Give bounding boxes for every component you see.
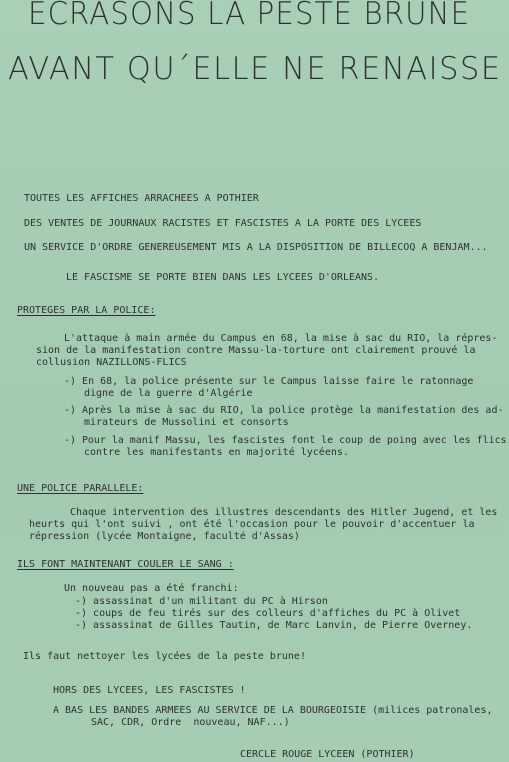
- section1-bullet-3-line-1: -) Pour la manif Massu, les fascistes font le coup de poing avec les flics: [64, 435, 507, 446]
- slogan-2-line-2: SAC, CDR, Ordre nouveau, NAF...): [91, 717, 290, 728]
- section1-paragraph-line-1: L'attaque à main armée du Campus en 68, la mise à sac du RIO, la répres-: [64, 333, 498, 344]
- slogan-1: HORS DES LYCEES, LES FASCISTES !: [53, 685, 246, 696]
- section2-line-1: Chaque intervention des illustres descendants des Hitler Jugend, et les: [70, 507, 498, 518]
- intro-line-2: DES VENTES DE JOURNAUX RACISTES ET FASCISTES A LA PORTE DES LYCEES: [24, 218, 422, 229]
- section-title-police: PROTEGES PAR LA POLICE:: [17, 305, 156, 316]
- section1-paragraph-line-3: collusion NAZILLONS-FLICS: [36, 357, 187, 368]
- call-to-action: Ils faut nettoyer les lycées de la peste brune!: [23, 651, 306, 662]
- section1-bullet-2-line-2: mirateurs de Mussolini et consorts: [84, 417, 289, 428]
- section1-bullet-1-line-2: digne de la guerre d'Algérie: [84, 388, 253, 399]
- section3-line-1: Un nouveau pas a été franchi:: [64, 583, 239, 594]
- intro-line-1: TOUTES LES AFFICHES ARRACHEES A POTHIER: [24, 193, 259, 204]
- section3-bullet-2: -) coups de feu tirés sur des colleurs d'affiches du PC à Olivet: [75, 608, 461, 619]
- section3-bullet-3: -) assassinat de Gilles Tautin, de Marc Lanvin, de Pierre Overney.: [75, 620, 473, 631]
- section1-paragraph-line-2: sion de la manifestation contre Massu-la-torture ont clairement prouvé la: [36, 345, 476, 356]
- section-title-parallel-police: UNE POLICE PARALLELE:: [17, 483, 144, 494]
- headline-line-1: ECRASONS LA PESTE BRUNE: [28, 0, 471, 32]
- section1-bullet-3-line-2: contre les manifestants en majorité lycéens.: [84, 447, 349, 458]
- section1-bullet-1-line-1: -) En 68, la police présente sur le Campus laisse faire le ratonnage: [64, 376, 474, 387]
- intro-line-4: LE FASCISME SE PORTE BIEN DANS LES LYCEES D'ORLEANS.: [66, 272, 380, 283]
- section3-bullet-1: -) assassinat d'un militant du PC à Hirson: [75, 596, 328, 607]
- slogan-2-line-1: A BAS LES BANDES ARMEES AU SERVICE DE LA BOURGEOISIE (milices patronales,: [53, 705, 493, 716]
- section-title-blood: ILS FONT MAINTENANT COULER LE SANG :: [17, 559, 234, 570]
- intro-line-3: UN SERVICE D'ORDRE GENEREUSEMENT MIS A LA DISPOSITION DE BILLECOQ A BENJAM...: [24, 242, 488, 253]
- section2-line-3: répression (lycée Montaigne, faculté d'Assas): [29, 531, 300, 542]
- headline-line-2: AVANT QU´ELLE NE RENAISSE: [8, 51, 502, 87]
- signature: CERCLE ROUGE LYCEEN (POTHIER): [240, 749, 415, 760]
- section1-bullet-2-line-1: -) Après la mise à sac du RIO, la police protège la manifestation des ad-: [64, 405, 504, 416]
- section2-line-2: heurts qui l'ont suivi , ont été l'occasion pour le pouvoir d'accentuer la: [29, 519, 475, 530]
